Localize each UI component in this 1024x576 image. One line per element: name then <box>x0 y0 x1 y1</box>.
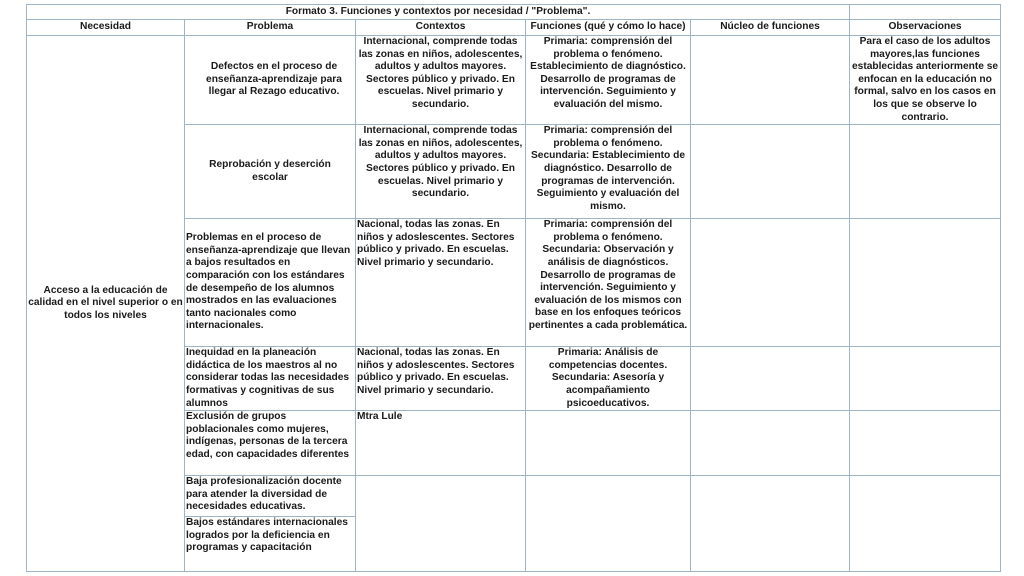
nucleo-cell <box>691 219 850 347</box>
contextos-cell: Nacional, todas las zonas. En niños y adoslescentes. Sectores público y privado. En escuelas. Nivel primario y secundario. <box>356 219 526 347</box>
nucleo-cell <box>691 36 850 125</box>
problema-cell: Bajos estándares internacionales logrados por la deficiencia en programas y capacitación <box>185 517 356 572</box>
title-empty-cell <box>850 5 1001 20</box>
observaciones-cell <box>850 219 1001 347</box>
nucleo-cell <box>691 411 850 476</box>
problema-cell: Baja profesionalización docente para atender la diversidad de necesidades educativas. <box>185 476 356 517</box>
problema-cell: Problemas en el proceso de enseñanza-aprendizaje que llevan a bajos resultados en comparación con los estándares de desempeño de los alumnos mostrados en las evaluaciones tanto nacionales como internacionales. <box>185 219 356 347</box>
funciones-cell: Primaria: comprensión del problema o fenómeno. Secundaria: Establecimiento de diagnóstico. Desarrollo de programas de intervención. Seguimiento y evaluación del mismo. <box>526 125 691 219</box>
nucleo-cell <box>691 125 850 219</box>
observaciones-cell <box>850 411 1001 476</box>
header-problema: Problema <box>185 20 356 36</box>
nucleo-cell <box>691 347 850 411</box>
header-contextos: Contextos <box>356 20 526 36</box>
problema-cell: Exclusión de grupos poblacionales como mujeres, indígenas, personas de la tercera edad, con capacidades diferentes <box>185 411 356 476</box>
funciones-cell <box>526 476 691 572</box>
necesidad-cell: Acceso a la educación de calidad en el nivel superior o en todos los niveles <box>27 36 185 572</box>
contextos-cell: Internacional, comprende todas las zonas en niños, adolescentes, adultos y adultos mayores. Sectores público y privado. En escuelas. Nivel primario y secundario. <box>356 125 526 219</box>
contextos-cell: Internacional, comprende todas las zonas en niños, adolescentes, adultos y adultos mayores. Sectores público y privado. En escuelas. Nivel primario y secundario. <box>356 36 526 125</box>
header-nucleo: Núcleo de funciones <box>691 20 850 36</box>
funciones-cell <box>526 411 691 476</box>
observaciones-cell: Para el caso de los adultos mayores,las funciones establecidas anteriormente se enfocan en la educación no formal, salvo en los casos en los que se observe lo contrario. <box>850 36 1001 125</box>
contextos-cell: Mtra Lule <box>356 411 526 476</box>
funciones-cell: Primaria: comprensión del problema o fenómeno. Establecimiento de diagnóstico. Desarrollo de programas de intervención. Seguimiento y evaluación del mismo. <box>526 36 691 125</box>
functions-contexts-table <box>26 4 1001 572</box>
nucleo-cell <box>691 476 850 572</box>
contextos-cell <box>356 476 526 572</box>
table-row <box>27 36 1001 125</box>
header-funciones: Funciones (qué y cómo lo hace) <box>526 20 691 36</box>
observaciones-cell <box>850 125 1001 219</box>
observaciones-cell <box>850 347 1001 411</box>
funciones-cell: Primaria: Análisis de competencias docentes. Secundaria: Asesoría y acompañamiento psicoeducativos. <box>526 347 691 411</box>
problema-cell: Reprobación y deserción escolar <box>185 125 356 219</box>
table-title: Formato 3. Funciones y contextos por necesidad / "Problema". <box>27 5 850 20</box>
title-row <box>27 5 1001 20</box>
observaciones-cell <box>850 476 1001 572</box>
header-necesidad: Necesidad <box>27 20 185 36</box>
problema-cell: Inequidad en la planeación didáctica de los maestros al no considerar todas las necesidades formativas y cognitivas de sus alumnos <box>185 347 356 411</box>
problema-cell: Defectos en el proceso de enseñanza-aprendizaje para llegar al Rezago educativo. <box>185 36 356 125</box>
header-row <box>27 20 1001 36</box>
funciones-cell: Primaria: comprensión del problema o fenómeno. Secundaria: Observación y análisis de diagnósticos. Desarrollo de programas de intervención. Seguimiento y evaluación de los mismos con base en los enfoques teóricos pertinentes a cada problemática. <box>526 219 691 347</box>
contextos-cell: Nacional, todas las zonas. En niños y adoslescentes. Sectores público y privado. En escuelas. Nivel primario y secundario. <box>356 347 526 411</box>
header-observaciones: Observaciones <box>850 20 1001 36</box>
